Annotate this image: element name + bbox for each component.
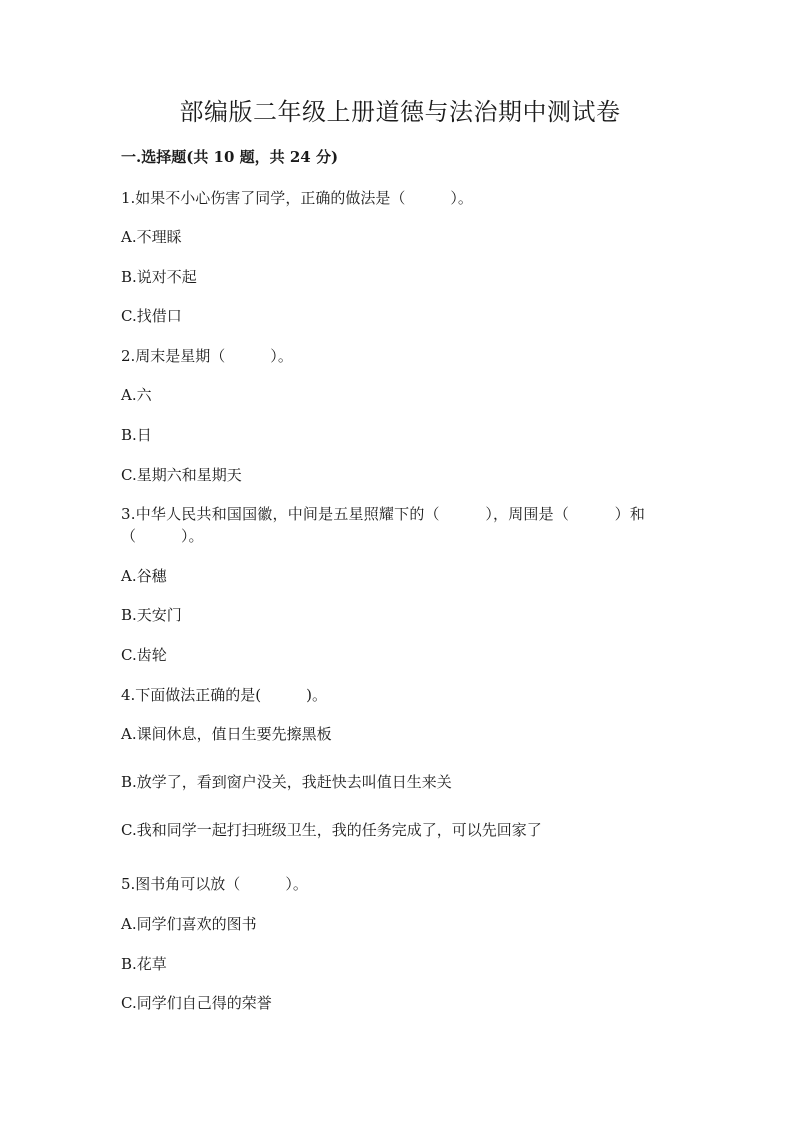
question-5-option-a: A.同学们喜欢的图书 [121,915,257,933]
question-1-option-a: A.不理睬 [121,228,182,246]
question-3-option-c: C.齿轮 [121,646,167,664]
question-4-option-c: C.我和同学一起打扫班级卫生，我的任务完成了，可以先回家了 [121,821,542,839]
question-3-option-a: A.谷穗 [121,567,167,585]
section-heading: 一.选择题(共 10 题，共 24 分) [121,148,339,166]
question-4-option-a: A.课间休息，值日生要先擦黑板 [121,725,332,743]
question-1-option-b: B.说对不起 [121,268,197,286]
question-3-stem-line-1: 3.中华人民共和国国徽，中间是五星照耀下的（ ），周围是（ ）和 [121,505,646,523]
question-3-stem-line-2: （ ）。 [121,527,204,545]
question-2-option-a: A.六 [121,386,152,404]
question-2-option-b: B.日 [121,426,152,444]
question-5-stem: 5.图书角可以放（ ）。 [121,875,308,893]
question-1-stem: 1.如果不小心伤害了同学，正确的做法是（ ）。 [121,189,473,207]
question-2-option-c: C.星期六和星期天 [121,466,242,484]
page-title: 部编版二年级上册道德与法治期中测试卷 [179,98,621,126]
question-1-option-c: C.找借口 [121,307,182,325]
question-5-option-c: C.同学们自己得的荣誉 [121,994,272,1012]
question-2-stem: 2.周末是星期（ ）。 [121,347,293,365]
question-3-option-b: B.天安门 [121,606,182,624]
question-5-option-b: B.花草 [121,955,167,973]
question-4-stem: 4.下面做法正确的是( )。 [121,686,328,704]
question-4-option-b: B.放学了，看到窗户没关，我赶快去叫值日生来关 [121,773,452,791]
